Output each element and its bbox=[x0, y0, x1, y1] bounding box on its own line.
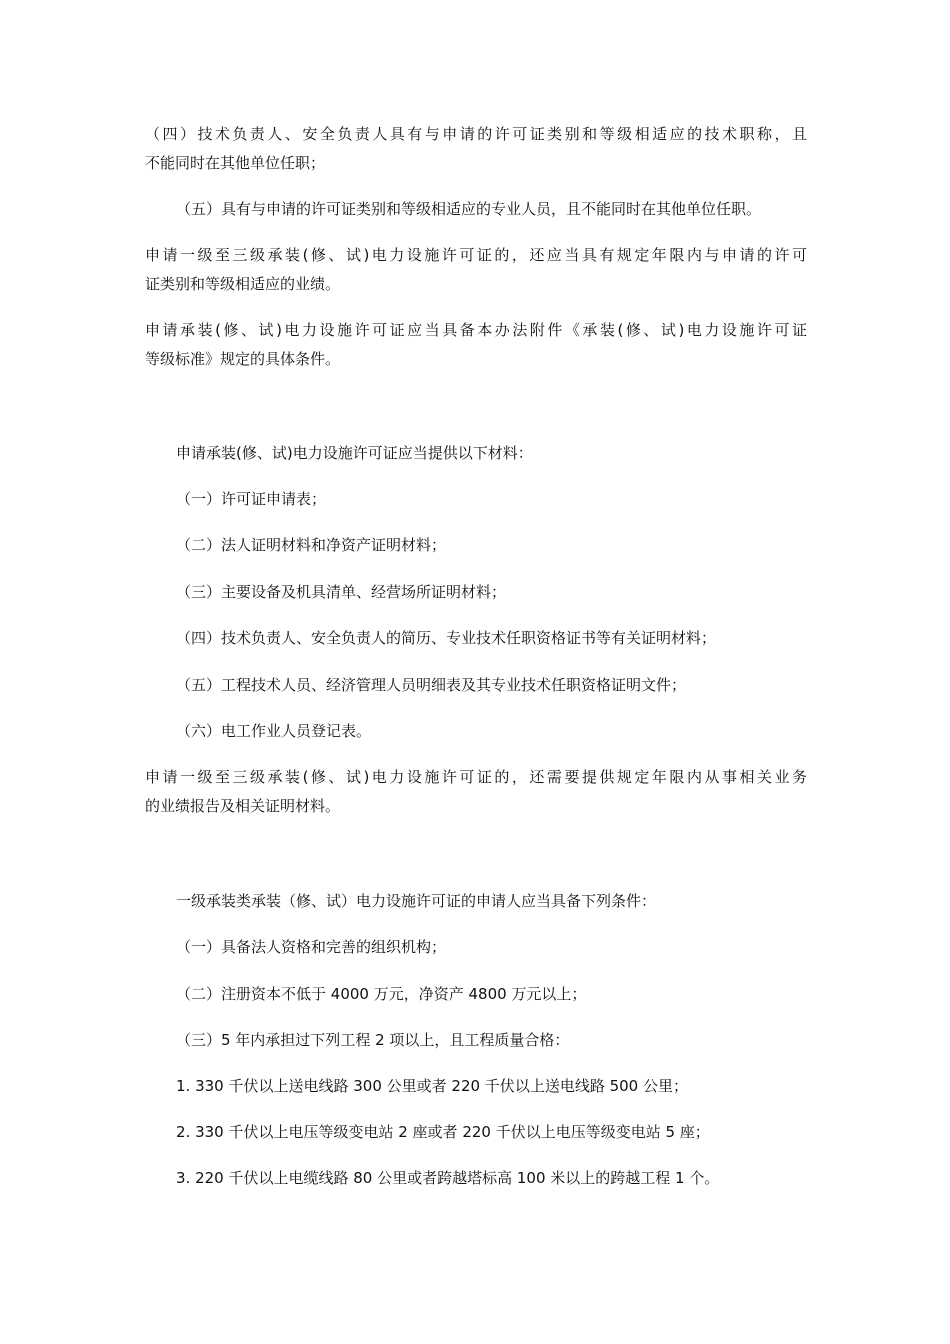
list-item: 1. 330 千伏以上送电线路 300 公里或者 220 千伏以上送电线路 500 公里； bbox=[176, 1077, 688, 1095]
list-item: 3. 220 千伏以上电缆线路 80 公里或者跨越塔标高 100 米以上的跨越工程 1 个。 bbox=[176, 1169, 720, 1187]
list-item: （六）电工作业人员登记表。 bbox=[176, 722, 372, 740]
paragraph-line: （四）技术负责人、安全负责人具有与申请的许可证类别和等级相适应的技术职称，且 bbox=[145, 125, 807, 143]
paragraph-line: 等级标准》规定的具体条件。 bbox=[145, 350, 341, 368]
list-item: （一）许可证申请表； bbox=[176, 490, 327, 508]
list-item: 2. 330 千伏以上电压等级变电站 2 座或者 220 千伏以上电压等级变电站 5 座； bbox=[176, 1123, 710, 1141]
paragraph-line: （五）具有与申请的许可证类别和等级相适应的专业人员，且不能同时在其他单位任职。 bbox=[176, 200, 762, 218]
paragraph-line: 一级承装类承装（修、试）电力设施许可证的申请人应当具备下列条件： bbox=[176, 892, 657, 910]
paragraph-line: 申请一级至三级承装(修、试)电力设施许可证的，还应当具有规定年限内与申请的许可 bbox=[145, 246, 807, 264]
list-item: （二）注册资本不低于 4000 万元，净资产 4800 万元以上； bbox=[176, 985, 587, 1003]
paragraph-line: 申请一级至三级承装(修、试)电力设施许可证的，还需要提供规定年限内从事相关业务 bbox=[145, 768, 807, 786]
paragraph-line: 的业绩报告及相关证明材料。 bbox=[145, 797, 341, 815]
paragraph-line: 申请承装(修、试)电力设施许可证应当提供以下材料： bbox=[176, 444, 533, 462]
list-item: （一）具备法人资格和完善的组织机构； bbox=[176, 938, 447, 956]
list-item: （五）工程技术人员、经济管理人员明细表及其专业技术任职资格证明文件； bbox=[176, 676, 687, 694]
list-item: （三）主要设备及机具清单、经营场所证明材料； bbox=[176, 583, 507, 601]
paragraph-line: 不能同时在其他单位任职； bbox=[145, 154, 326, 172]
list-item: （四）技术负责人、安全负责人的简历、专业技术任职资格证书等有关证明材料； bbox=[176, 629, 717, 647]
paragraph-line: 证类别和等级相适应的业绩。 bbox=[145, 275, 341, 293]
paragraph-line: 申请承装(修、试)电力设施许可证应当具备本办法附件《承装(修、试)电力设施许可证 bbox=[145, 321, 807, 339]
list-item: （二）法人证明材料和净资产证明材料； bbox=[176, 536, 447, 554]
list-item: （三）5 年内承担过下列工程 2 项以上，且工程质量合格： bbox=[176, 1031, 570, 1049]
